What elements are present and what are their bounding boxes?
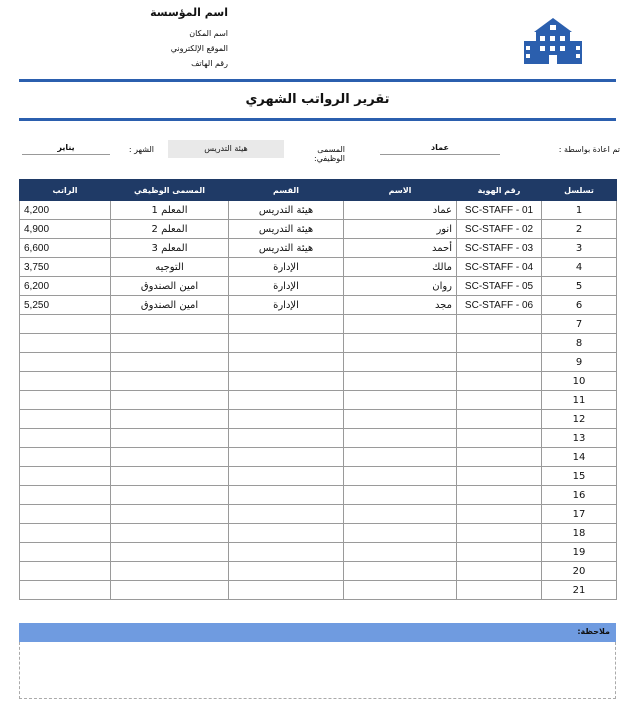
table-row [20, 429, 617, 448]
cell-name[interactable] [344, 486, 457, 505]
cell-seq[interactable]: 21 [542, 581, 617, 600]
cell-id[interactable] [457, 581, 542, 600]
header-divider [19, 79, 616, 82]
cell-job-title[interactable]: التوجيه [111, 258, 229, 277]
cell-salary[interactable] [20, 353, 111, 372]
cell-id[interactable]: SC-STAFF - 06 [457, 296, 542, 315]
cell-department[interactable]: هيئة التدريس [229, 239, 344, 258]
col-header-job-title: المسمى الوظيفي [111, 180, 229, 201]
cell-job-title[interactable] [111, 505, 229, 524]
cell-seq[interactable]: 7 [542, 315, 617, 334]
cell-salary[interactable] [20, 524, 111, 543]
table-row [20, 372, 617, 391]
cell-seq[interactable]: 3 [542, 239, 617, 258]
cell-id[interactable] [457, 467, 542, 486]
cell-job-title[interactable] [111, 562, 229, 581]
cell-id[interactable] [457, 562, 542, 581]
cell-seq[interactable]: 11 [542, 391, 617, 410]
cell-salary[interactable]: 4,200 [20, 201, 111, 220]
cell-seq[interactable]: 4 [542, 258, 617, 277]
cell-job-title[interactable] [111, 353, 229, 372]
cell-salary[interactable] [20, 372, 111, 391]
org-name: اسم المؤسسة [150, 6, 228, 19]
table-row [20, 258, 617, 277]
table-row [20, 220, 617, 239]
notes-label: ملاحظة: [577, 627, 610, 636]
cell-salary[interactable]: 6,600 [20, 239, 111, 258]
cell-id[interactable] [457, 524, 542, 543]
cell-salary[interactable] [20, 486, 111, 505]
cell-job-title[interactable] [111, 315, 229, 334]
cell-job-title[interactable] [111, 391, 229, 410]
salary-table [19, 179, 617, 600]
cell-department[interactable] [229, 372, 344, 391]
cell-department[interactable] [229, 543, 344, 562]
cell-seq[interactable]: 2 [542, 220, 617, 239]
cell-seq[interactable]: 14 [542, 448, 617, 467]
cell-job-title[interactable]: امين الصندوق [111, 296, 229, 315]
col-header-salary: الراتب [20, 180, 111, 201]
cell-seq[interactable]: 18 [542, 524, 617, 543]
cell-seq[interactable]: 13 [542, 429, 617, 448]
table-row [20, 505, 617, 524]
cell-department[interactable] [229, 448, 344, 467]
cell-job-title[interactable] [111, 410, 229, 429]
cell-seq[interactable]: 8 [542, 334, 617, 353]
cell-id[interactable] [457, 543, 542, 562]
cell-department[interactable] [229, 334, 344, 353]
cell-name[interactable] [344, 315, 457, 334]
cell-department[interactable] [229, 410, 344, 429]
cell-name[interactable] [344, 581, 457, 600]
cell-id[interactable] [457, 410, 542, 429]
cell-seq[interactable]: 1 [542, 201, 617, 220]
cell-job-title[interactable] [111, 467, 229, 486]
cell-name[interactable]: انور [344, 220, 457, 239]
cell-name[interactable] [344, 505, 457, 524]
cell-seq[interactable]: 17 [542, 505, 617, 524]
table-row [20, 562, 617, 581]
cell-salary[interactable]: 6,200 [20, 277, 111, 296]
table-row [20, 201, 617, 220]
cell-job-title[interactable] [111, 372, 229, 391]
cell-seq[interactable]: 16 [542, 486, 617, 505]
cell-name[interactable] [344, 543, 457, 562]
prepared-by-value[interactable]: عماد [380, 141, 500, 155]
cell-id[interactable] [457, 315, 542, 334]
cell-id[interactable] [457, 391, 542, 410]
cell-department[interactable] [229, 353, 344, 372]
cell-seq[interactable]: 9 [542, 353, 617, 372]
cell-seq[interactable]: 20 [542, 562, 617, 581]
cell-salary[interactable] [20, 581, 111, 600]
cell-salary[interactable] [20, 505, 111, 524]
table-row [20, 467, 617, 486]
cell-name[interactable] [344, 353, 457, 372]
cell-salary[interactable]: 3,750 [20, 258, 111, 277]
cell-name[interactable] [344, 410, 457, 429]
job-title-value[interactable]: هيئة التدريس [168, 140, 284, 158]
job-title-label: المسمى الوظيفي: [314, 145, 345, 163]
cell-seq[interactable]: 10 [542, 372, 617, 391]
cell-department[interactable]: هيئة التدريس [229, 201, 344, 220]
cell-name[interactable]: مجد [344, 296, 457, 315]
cell-job-title[interactable] [111, 429, 229, 448]
table-body [20, 201, 617, 600]
cell-job-title[interactable] [111, 448, 229, 467]
table-row [20, 410, 617, 429]
title-divider [19, 118, 616, 121]
cell-job-title[interactable] [111, 334, 229, 353]
cell-name[interactable] [344, 334, 457, 353]
cell-id[interactable]: SC-STAFF - 03 [457, 239, 542, 258]
cell-job-title[interactable] [111, 486, 229, 505]
report-title: تقرير الرواتب الشهري [245, 92, 390, 107]
table-header-row [20, 180, 617, 201]
cell-department[interactable] [229, 562, 344, 581]
col-header-department: القسم [229, 180, 344, 201]
cell-name[interactable] [344, 391, 457, 410]
cell-name[interactable] [344, 467, 457, 486]
cell-id[interactable] [457, 505, 542, 524]
cell-salary[interactable] [20, 467, 111, 486]
cell-salary[interactable] [20, 334, 111, 353]
table-row [20, 391, 617, 410]
cell-department[interactable] [229, 505, 344, 524]
table-row [20, 277, 617, 296]
prepared-by-label: تم اعادة بواسطة : [558, 145, 620, 154]
cell-department[interactable]: الإدارة [229, 258, 344, 277]
cell-department[interactable] [229, 429, 344, 448]
cell-id[interactable]: SC-STAFF - 02 [457, 220, 542, 239]
cell-seq[interactable]: 19 [542, 543, 617, 562]
cell-id[interactable] [457, 334, 542, 353]
cell-salary[interactable] [20, 315, 111, 334]
table-row [20, 543, 617, 562]
school-building-icon [522, 16, 584, 66]
cell-department[interactable]: الإدارة [229, 277, 344, 296]
cell-name[interactable]: عماد [344, 201, 457, 220]
cell-id[interactable]: SC-STAFF - 01 [457, 201, 542, 220]
cell-salary[interactable] [20, 562, 111, 581]
cell-job-title[interactable] [111, 543, 229, 562]
cell-id[interactable] [457, 372, 542, 391]
table-row [20, 239, 617, 258]
cell-name[interactable] [344, 429, 457, 448]
cell-name[interactable] [344, 562, 457, 581]
cell-seq[interactable]: 5 [542, 277, 617, 296]
cell-id[interactable]: SC-STAFF - 05 [457, 277, 542, 296]
cell-seq[interactable]: 12 [542, 410, 617, 429]
cell-id[interactable] [457, 353, 542, 372]
col-header-id: رقم الهوية [457, 180, 542, 201]
cell-name[interactable] [344, 448, 457, 467]
cell-department[interactable] [229, 467, 344, 486]
notes-header [19, 623, 616, 642]
table-row [20, 296, 617, 315]
col-header-name: الاسم [344, 180, 457, 201]
cell-id[interactable] [457, 429, 542, 448]
cell-job-title[interactable] [111, 581, 229, 600]
cell-job-title[interactable]: امين الصندوق [111, 277, 229, 296]
table-row [20, 334, 617, 353]
cell-department[interactable]: الإدارة [229, 296, 344, 315]
cell-name[interactable]: روان [344, 277, 457, 296]
cell-job-title[interactable]: المعلم 3 [111, 239, 229, 258]
table-row [20, 353, 617, 372]
cell-department[interactable] [229, 581, 344, 600]
cell-name[interactable] [344, 372, 457, 391]
cell-department[interactable] [229, 524, 344, 543]
notes-area[interactable] [19, 642, 616, 699]
cell-name[interactable] [344, 524, 457, 543]
cell-salary[interactable] [20, 391, 111, 410]
table-row [20, 581, 617, 600]
cell-name[interactable]: أحمد [344, 239, 457, 258]
org-place: اسم المكان [189, 29, 228, 38]
cell-job-title[interactable]: المعلم 2 [111, 220, 229, 239]
cell-salary[interactable] [20, 410, 111, 429]
cell-job-title[interactable]: المعلم 1 [111, 201, 229, 220]
month-label: الشهر : [128, 145, 154, 154]
org-phone: رقم الهاتف [191, 59, 228, 68]
cell-salary[interactable] [20, 429, 111, 448]
cell-salary[interactable] [20, 448, 111, 467]
col-header-seq: تسلسل [542, 180, 617, 201]
month-value[interactable]: يناير [22, 141, 110, 155]
org-website: الموقع الإلكتروني [170, 44, 228, 53]
cell-department[interactable] [229, 315, 344, 334]
cell-seq[interactable]: 6 [542, 296, 617, 315]
cell-department[interactable] [229, 486, 344, 505]
cell-id[interactable] [457, 486, 542, 505]
cell-salary[interactable]: 4,900 [20, 220, 111, 239]
cell-id[interactable] [457, 448, 542, 467]
cell-department[interactable]: هيئة التدريس [229, 220, 344, 239]
cell-salary[interactable] [20, 543, 111, 562]
cell-salary[interactable]: 5,250 [20, 296, 111, 315]
cell-department[interactable] [229, 391, 344, 410]
table-row [20, 524, 617, 543]
cell-job-title[interactable] [111, 524, 229, 543]
table-row [20, 448, 617, 467]
table-row [20, 486, 617, 505]
cell-seq[interactable]: 15 [542, 467, 617, 486]
cell-name[interactable]: مالك [344, 258, 457, 277]
cell-id[interactable]: SC-STAFF - 04 [457, 258, 542, 277]
table-row [20, 315, 617, 334]
